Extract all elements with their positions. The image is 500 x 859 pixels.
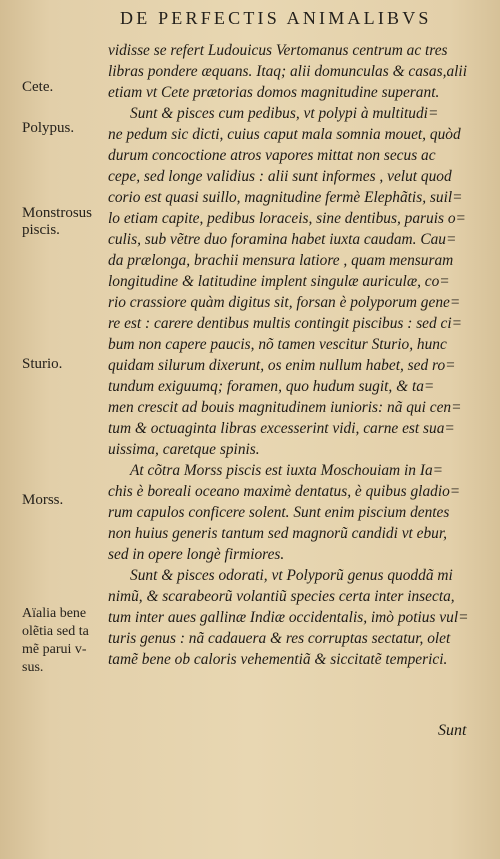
text-line: rum capulos conficere solent. Sunt enim piscium dentes (108, 504, 450, 521)
text-line: vidisse se refert Ludouicus Vertomanus centrum ac tres (108, 42, 448, 59)
text-line: non huius generis tantum sed magnorũ candidi vt ebur, (108, 525, 447, 542)
text-line: Sunt & pisces cum pedibus, vt polypi à multitudi= (130, 105, 439, 122)
text-line: re est : carere dentibus multis contingit piscibus : sed ci= (108, 315, 463, 332)
text-line: tundum exiguumq; foramen, quo hudum sugit, & ta= (108, 378, 435, 395)
text-line: lo etiam capite, pedibus loraceis, sine dentibus, paruis o= (108, 210, 466, 227)
text-line: bum non capere paucis, nõ tamen vescitur Sturio, hunc (108, 336, 447, 353)
text-line: uissima, caretque spinis. (108, 441, 260, 458)
text-line: quidam silurum dixerunt, os enim nullum habet, sed ro= (108, 357, 456, 374)
margin-note-cete: Cete. (22, 79, 54, 95)
margin-note-animalia: Aïalia bene olẽtia sed ta mẽ parui v- sus. (22, 606, 89, 675)
body-text (108, 40, 478, 670)
margin-note-monstrosus: Monstrosus piscis. (22, 205, 93, 238)
text-line: durum concoctione atros vapores mittat non secus ac (108, 147, 436, 164)
text-line: men crescit ad bouis magnitudinem iunioris: nã qui cen= (108, 399, 462, 416)
text-line: turis genus : nã cadauera & res corruptas sectatur, olet (108, 630, 451, 647)
text-line: tum & octuaginta libras excesserint vidi, carne est sua= (108, 420, 455, 437)
text-line: sed in opere longè firmiores. (108, 546, 285, 563)
text-line: ne pedum sic dicti, cuius caput mala somnia mouet, quòd (108, 126, 461, 143)
text-line: da prælonga, brachii mensura latiore , quam mensuram (108, 252, 454, 269)
text-line: cepe, sed longe validius : alii sunt informes , velut quod (108, 168, 452, 185)
catchword: Sunt (438, 722, 467, 739)
text-line: At cõtra Morss piscis est iuxta Moschouiam in Ia= (130, 462, 444, 479)
text-line: tum inter aues gallinæ Indiæ occidentalis, imò potius vul= (108, 609, 469, 626)
text-line: nimũ, & scarabeorũ volantiũ species certa inter insecta, (108, 588, 455, 605)
margin-note-morss: Morss. (22, 492, 64, 508)
margin-note-polypus: Polypus. (22, 120, 75, 136)
text-line: libras pondere æquans. Itaq; alii domunculas & casas,alii (108, 63, 467, 80)
text-line: corio est quasi suillo, magnitudine fermè Elephãtis, suil= (108, 189, 463, 206)
text-line: etiam vt Cete prætorias domos magnitudine superant. (108, 84, 440, 101)
text-line: tamẽ bene ob caloris vehementiã & siccitatẽ temperici. (108, 651, 448, 668)
text-line: chis è boreali oceano maximè dentatus, è quibus gladio= (108, 483, 461, 500)
margin-note-sturio: Sturio. (22, 356, 63, 372)
text-line: culis, sub vẽtre duo foramina habet iuxta caudam. Cau= (108, 231, 457, 248)
text-line: rio crassiore quàm digitus sit, forsan è polyporum gene= (108, 294, 461, 311)
text-line: longitudine & latitudine implent singulæ auriculæ, co= (108, 273, 450, 290)
text-line: Sunt & pisces odorati, vt Polyporũ genus quoddã mi (130, 567, 453, 584)
running-header: DE PERFECTIS ANIMALIBVS (120, 8, 432, 28)
